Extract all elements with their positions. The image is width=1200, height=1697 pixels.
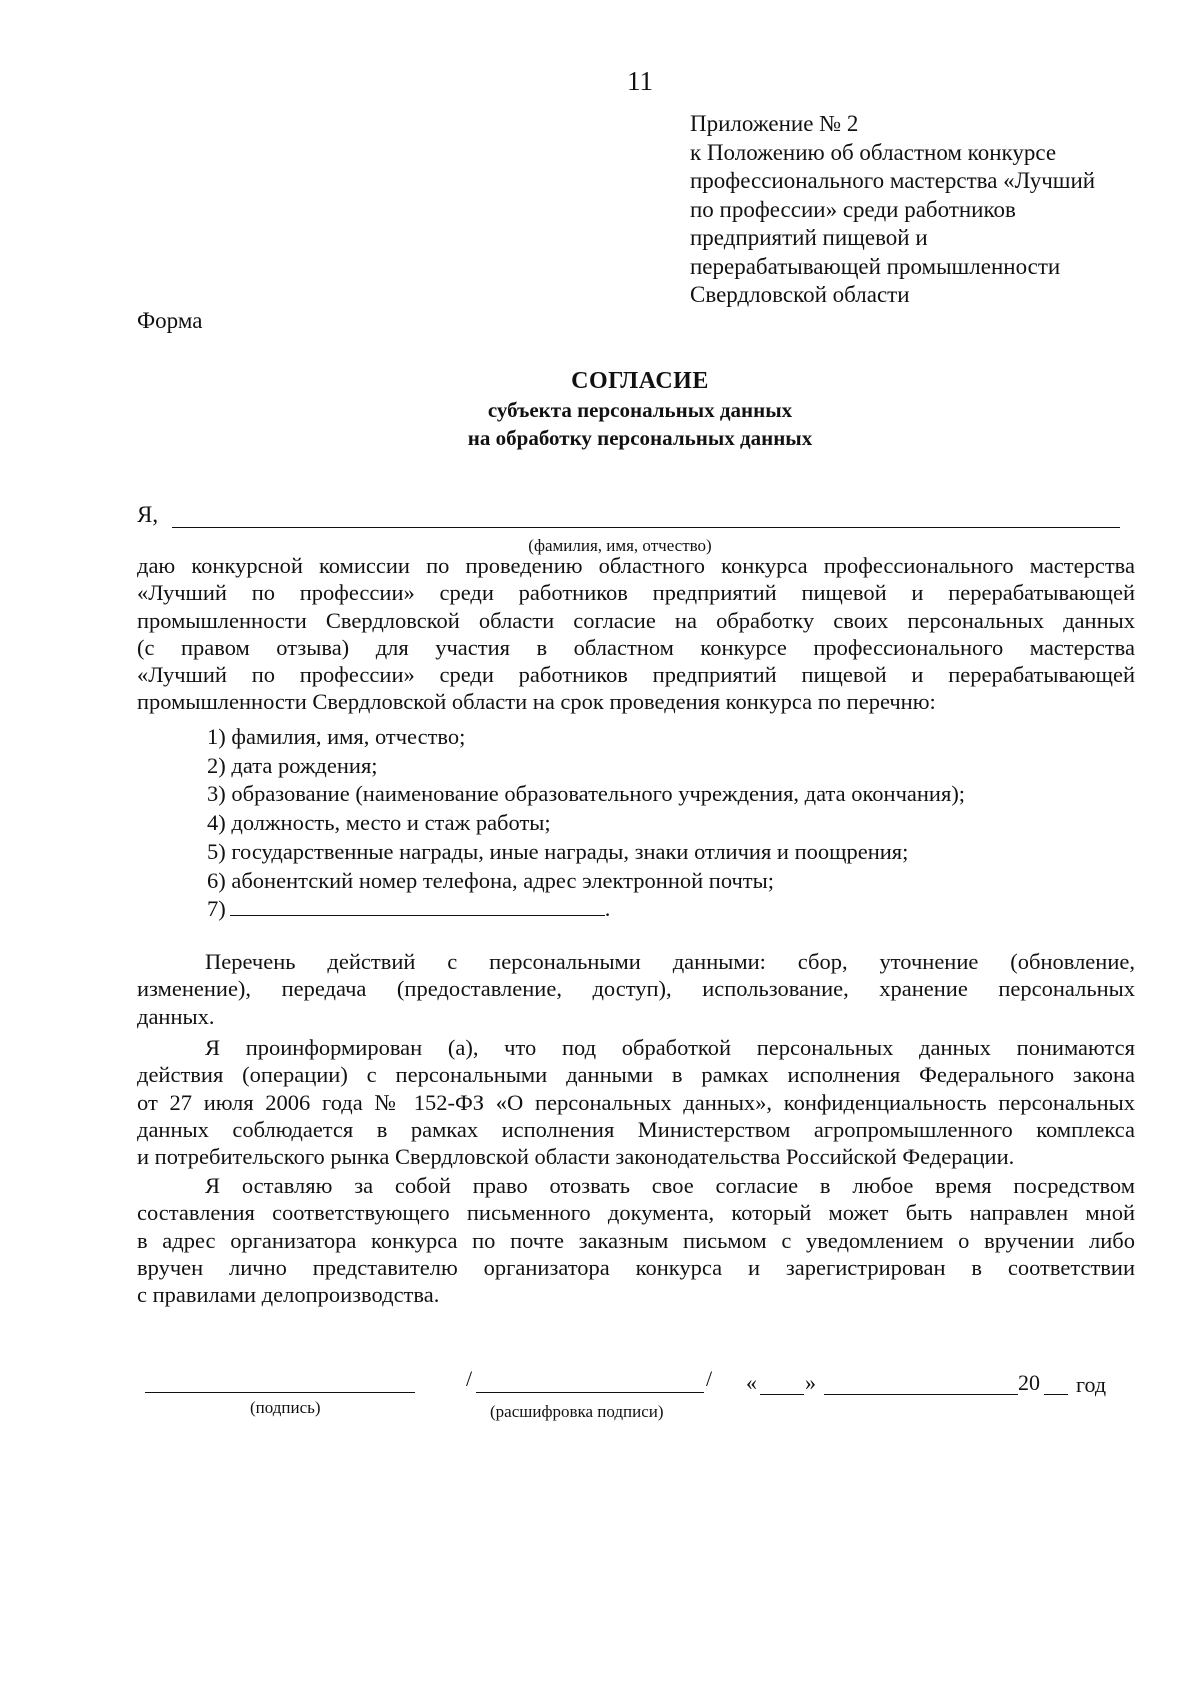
name-prefix: Я,: [137, 502, 159, 527]
title-subtitle-2: на обработку персональных данных: [467, 426, 813, 450]
actions-paragraph: [137, 948, 1135, 1030]
paragraph-line: действия (операции) с персональными данными в рамках исполнения Федерального закона: [137, 1062, 1135, 1088]
paragraph-line: с правилами делопроизводства.: [137, 1282, 440, 1308]
date-day-field[interactable]: [760, 1394, 804, 1395]
title-main: СОГЛАСИЕ: [571, 368, 709, 394]
page-number: 11: [627, 66, 653, 96]
list-item: 2) дата рождения;: [207, 752, 378, 778]
appendix-line: перерабатывающей промышленности: [690, 253, 1061, 279]
paragraph-line: промышленности Свердловской области на срок проведения конкурса по перечню:: [137, 689, 936, 715]
decoding-slash-open: /: [466, 1366, 473, 1391]
paragraph-line: Я оставляю за собой право отозвать свое согласие в любое время посредством: [205, 1173, 1135, 1198]
paragraph-line: изменение), передача (предоставление, доступ), использование, хранение персональных: [137, 976, 1135, 1002]
appendix-line: Приложение № 2: [690, 111, 859, 136]
paragraph-line: Я проинформирован (а), что под обработкой персональных данных понимаются: [205, 1035, 1135, 1060]
date-quote-close: »: [805, 1370, 816, 1395]
paragraph-line: «Лучший по профессии» среди работников предприятий пищевой и перерабатывающей: [137, 662, 1135, 688]
date-year-suffix: год: [1076, 1372, 1107, 1397]
list-item: 6) абонентский номер телефона, адрес электронной почты;: [207, 867, 775, 893]
paragraph-line: данных.: [137, 1003, 215, 1029]
paragraph-line: промышленности Свердловской области согласие на обработку своих персональных данных: [137, 607, 1135, 633]
custom-data-field[interactable]: [230, 897, 605, 916]
paragraph-line: от 27 июля 2006 года № 152-ФЗ «О персональных данных», конфиденциальность персональных: [137, 1089, 1135, 1115]
consent-paragraph: [137, 552, 1135, 716]
appendix-line: по профессии» среди работников: [690, 196, 1016, 222]
title-subtitle-1: субъекта персональных данных: [487, 398, 793, 422]
informed-paragraph: [137, 1034, 1135, 1170]
list-item-custom: [207, 895, 965, 924]
signature-hint: (подпись): [250, 1398, 321, 1417]
signature-field[interactable]: [145, 1392, 415, 1393]
document-title: [0, 366, 1200, 452]
list-item-end: .: [604, 896, 611, 922]
list-item: 1) фамилия, имя, отчество;: [207, 724, 466, 749]
appendix-reference: [690, 110, 1095, 310]
appendix-line: Свердловской области: [690, 282, 910, 307]
paragraph-line: и потребительского рынка Свердловской области законодательства Российской Федерации.: [137, 1144, 1015, 1170]
full-name-field[interactable]: [172, 527, 1120, 528]
list-item: 4) должность, место и стаж работы;: [207, 810, 551, 836]
list-item: 3) образование (наименование образовательного учреждения, дата окончания);: [207, 781, 966, 807]
form-label: Форма: [137, 308, 203, 333]
appendix-line: к Положению об областном конкурсе: [690, 139, 1057, 165]
appendix-line: профессионального мастерства «Лучший: [690, 168, 1096, 193]
paragraph-line: вручен лично представителю организатора конкурса и зарегистрирован в соответствии: [137, 1254, 1135, 1280]
paragraph-line: Перечень действий с персональными данными: сбор, уточнение (обновление,: [205, 949, 1135, 974]
personal-data-list: [207, 723, 965, 924]
date-year-prefix: 20: [1018, 1370, 1040, 1395]
full-name-hint: (фамилия, имя, отчество): [528, 536, 712, 555]
paragraph-line: составления соответствующего письменного документа, который может быть направлен мной: [137, 1200, 1135, 1226]
date-quote-open: «: [746, 1370, 757, 1395]
decoding-slash-close: /: [706, 1366, 713, 1391]
date-month-field[interactable]: [824, 1394, 1018, 1395]
list-item: 5) государственные награды, иные награды, знаки отличия и поощрения;: [207, 838, 909, 864]
signature-decoding-field[interactable]: [476, 1392, 704, 1393]
appendix-line: предприятий пищевой и: [690, 225, 928, 250]
paragraph-line: данных соблюдается в рамках исполнения Министерством агропромышленного комплекса: [137, 1116, 1135, 1142]
signature-decoding-hint: (расшифровка подписи): [490, 1402, 664, 1421]
paragraph-line: (с правом отзыва) для участия в областном конкурсе профессионального мастерства: [137, 634, 1135, 660]
paragraph-line: в адрес организатора конкурса по почте заказным письмом с уведомлением о вручении либо: [137, 1227, 1135, 1253]
paragraph-line: даю конкурсной комиссии по проведению областного конкурса профессионального мастерства: [137, 553, 1135, 578]
paragraph-line: «Лучший по профессии» среди работников предприятий пищевой и перерабатывающей: [137, 580, 1135, 606]
date-year-field[interactable]: [1044, 1394, 1068, 1395]
list-item-number: 7): [207, 896, 226, 922]
revoke-paragraph: [137, 1172, 1135, 1308]
